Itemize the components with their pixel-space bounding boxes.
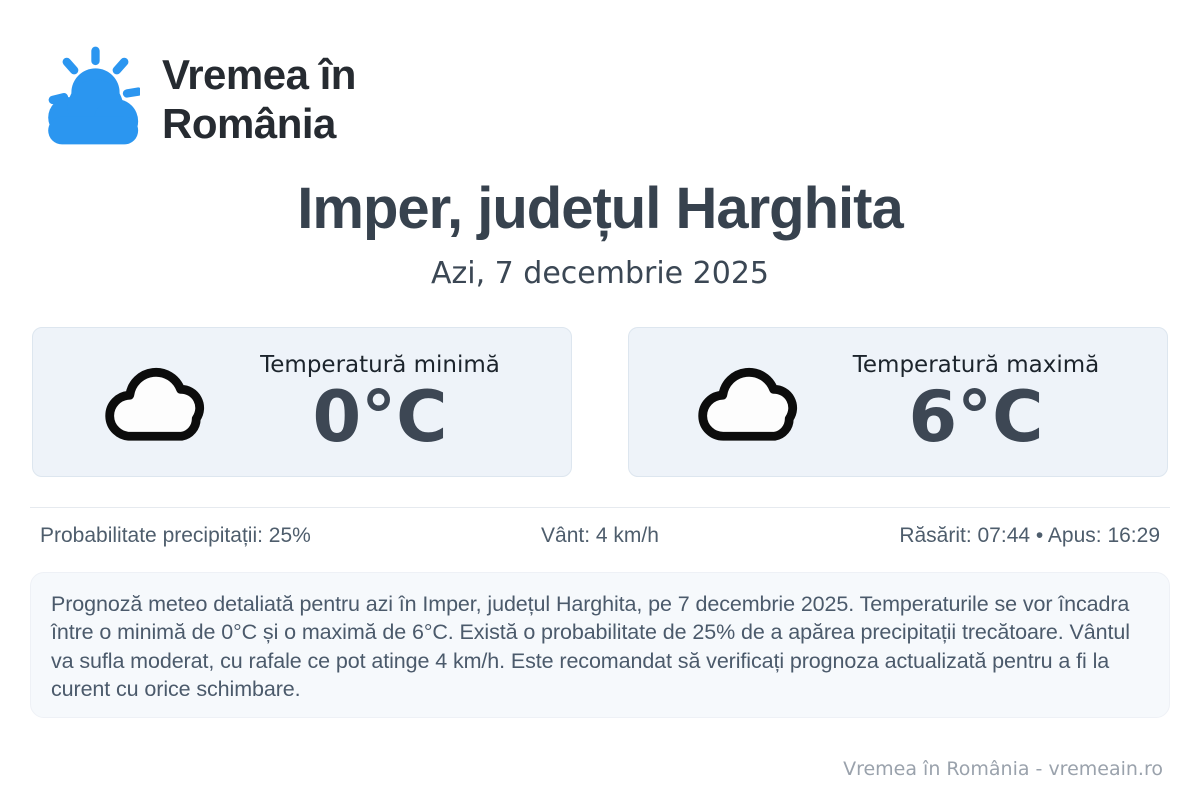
- stats-row: [30, 508, 1170, 562]
- forecast-summary-box: [30, 572, 1170, 718]
- min-temperature-card: [32, 327, 572, 477]
- precipitation-stat: Probabilitate precipitații: 25%: [40, 523, 311, 547]
- min-temperature-value: 0°C: [312, 375, 448, 458]
- brand-name-line2: România: [162, 100, 336, 147]
- max-temperature-card: [628, 327, 1168, 477]
- brand-name: [162, 50, 356, 148]
- sun-cloud-logo-icon: [38, 46, 140, 152]
- footer-credit: Vremea în România - vremeain.ro: [843, 757, 1163, 780]
- brand-header: [38, 45, 1170, 153]
- forecast-summary-text: Prognoză meteo detaliată pentru azi în Imper, județul Harghita, pe 7 decembrie 2025. Temperaturile se vor încadra între o minimă de 0°C și o maximă de 6°C. Există o probabilitate de 25% de a apărea precipitații trecătoare. Vântul va sufla moderat, cu rafale ce pot atinge 4 km/h. Este recomandat să verificați prognoza actualizată pentru a fi la curent cu orice schimbare.: [51, 591, 1130, 702]
- page-title: Imper, județul Harghita: [297, 176, 903, 241]
- max-temperature-block: [852, 351, 1100, 458]
- temperature-cards: [30, 327, 1170, 477]
- cloud-icon: [104, 360, 222, 448]
- max-temperature-value: 6°C: [908, 375, 1044, 458]
- page-date: Azi, 7 decembrie 2025: [430, 255, 770, 291]
- cloud-icon: [697, 360, 815, 448]
- sunrise-sunset-stat: Răsărit: 07:44 • Apus: 16:29: [899, 523, 1160, 547]
- wind-stat: Vânt: 4 km/h: [541, 523, 659, 547]
- max-temperature-label: Temperatură maximă: [852, 351, 1100, 378]
- brand-name-line1: Vremea în: [162, 50, 356, 98]
- min-temperature-block: [260, 351, 500, 458]
- min-temperature-label: Temperatură minimă: [260, 351, 500, 378]
